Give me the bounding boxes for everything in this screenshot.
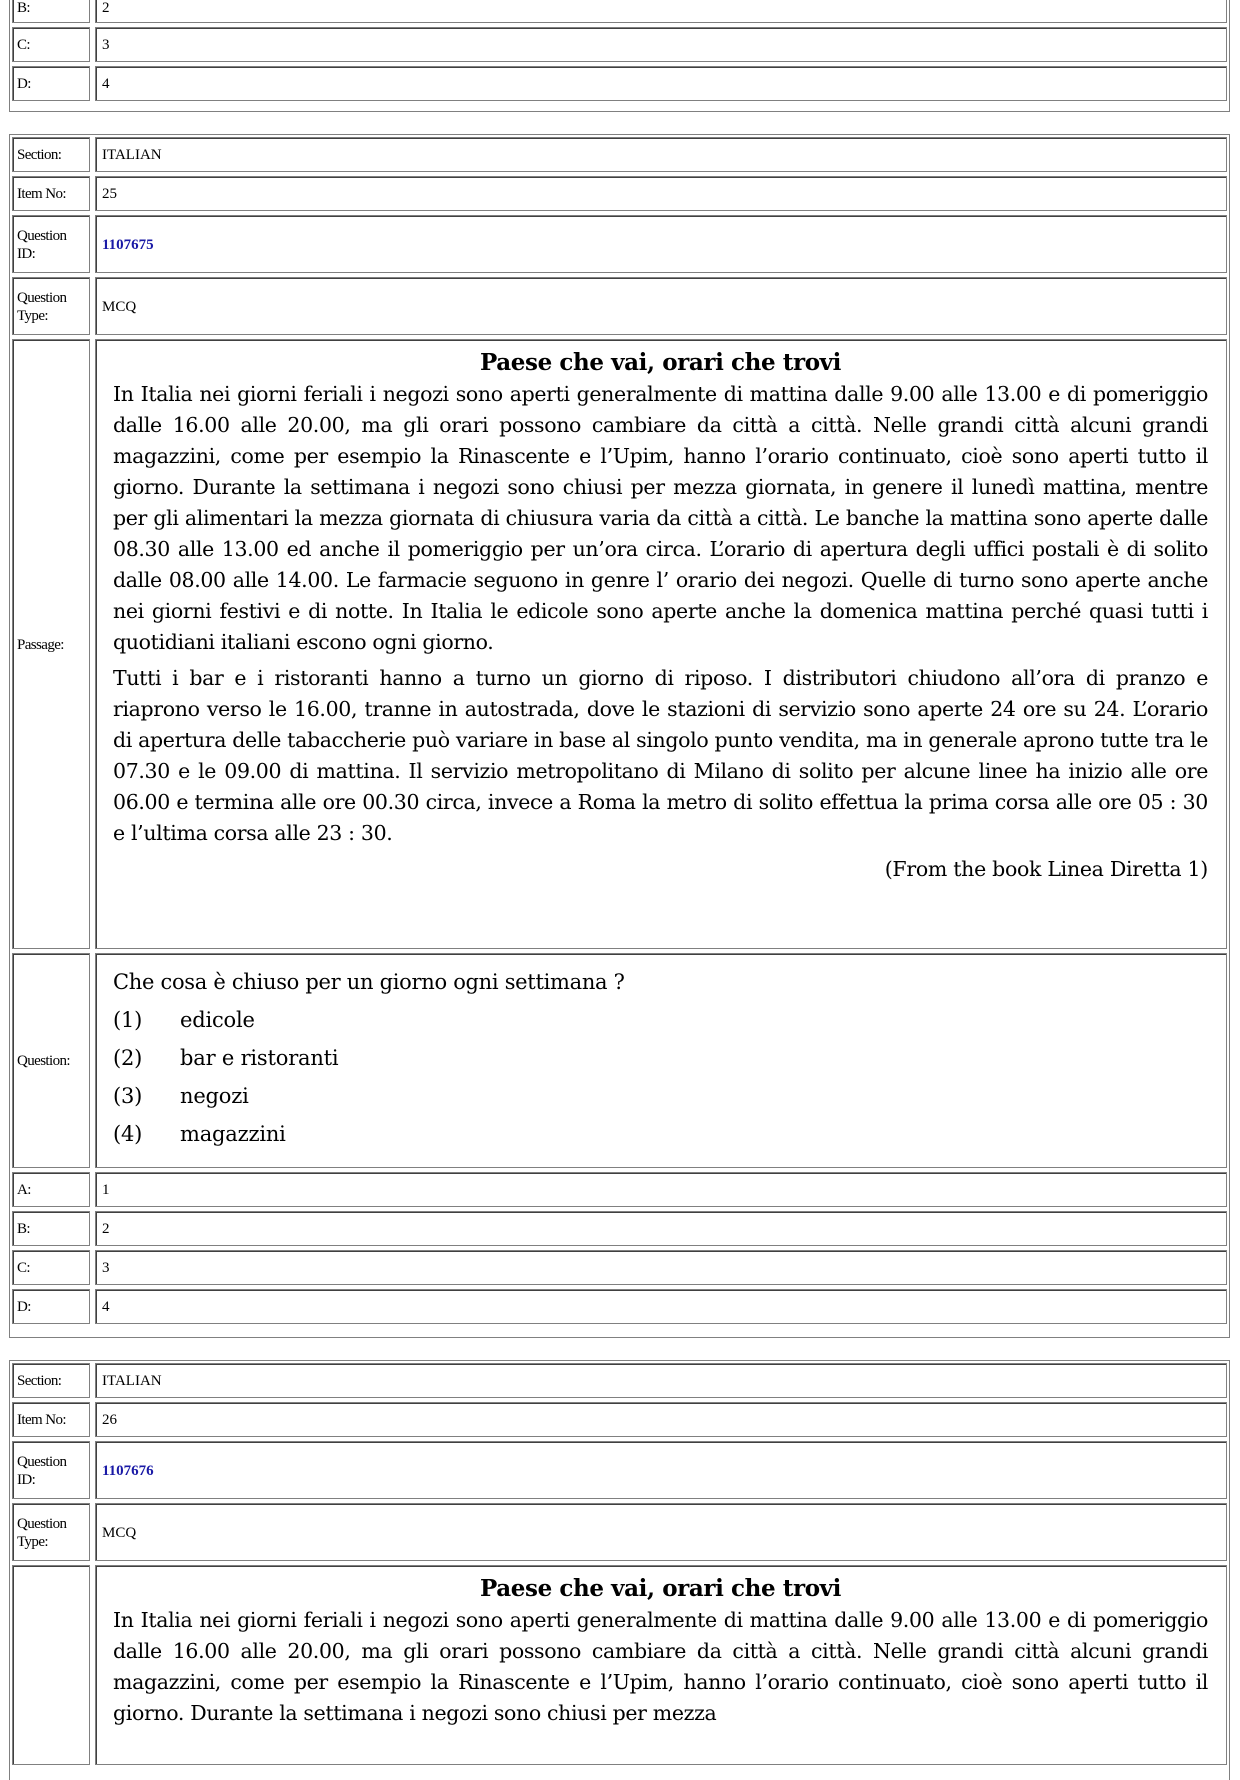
answer-row-c [12,27,1227,62]
question-item-26 [9,1360,1230,1780]
answer-value: 2 [95,0,1227,23]
item-no-label: Item No: [12,176,90,211]
answer-value: 4 [95,1289,1227,1324]
item-no-value: 25 [95,176,1227,211]
section-row [12,1363,1227,1398]
answer-label: D: [12,1289,90,1324]
item-no-row [12,176,1227,211]
question-label: Question: [12,953,90,1168]
question-type-value: MCQ [95,1503,1227,1561]
question-id-value: 1107676 [95,1441,1227,1499]
option-text: edicole [180,1008,255,1032]
option-number: (3) [113,1084,143,1108]
question-type-value: MCQ [95,277,1227,335]
question-id-row [12,1441,1227,1499]
option-number: (1) [113,1008,143,1032]
section-label: Section: [12,137,90,172]
question-content [95,953,1227,1168]
passage-row [12,1565,1227,1765]
previous-item-table [9,0,1230,112]
answer-value: 3 [95,27,1227,62]
question-row [12,953,1227,1168]
question-type-row [12,1503,1227,1561]
answer-label: C: [12,27,90,62]
question-type-label: Question Type: [12,1503,90,1561]
answer-row-d [12,1289,1227,1324]
answer-label: A: [12,1172,90,1207]
passage-row [12,339,1227,949]
question-id-value: 1107675 [95,215,1227,273]
question-id-row [12,215,1227,273]
option-2 [113,1042,1208,1074]
question-type-label: Question Type: [12,277,90,335]
answer-label: B: [12,1211,90,1246]
answer-label: D: [12,66,90,101]
option-4 [113,1118,1208,1150]
option-text: negozi [180,1084,249,1108]
question-type-row [12,277,1227,335]
passage-credit: (From the book Linea Diretta 1) [884,857,1208,881]
passage-title: Paese che vai, orari che trovi [480,349,841,376]
question-text: Che cosa è chiuso per un giorno ogni settimana ? [113,970,625,994]
passage-paragraph-1: In Italia nei giorni feriali i negozi sono aperti generalmente di mattina dalle 9.00 alle 13.00 e di pomeriggio dalle 16.00 alle 20.00, ma gli orari possono cambiare da città a città. Nelle grandi città alcuni grandi magazzini, come per esempio la Rinascente e l’Upim, hanno l’orario continuato, cioè sono aperti tutto il giorno. Durante la settimana i negozi sono chiusi per mezza [113,1608,1208,1725]
answer-row-a [12,1172,1227,1207]
question-id-label: Question ID: [12,215,90,273]
answer-label: B: [12,0,90,23]
passage-content [95,339,1227,949]
option-text: magazzini [180,1122,286,1146]
answer-row-b [12,1211,1227,1246]
answer-value: 4 [95,66,1227,101]
question-item-25 [9,134,1230,1338]
answer-value: 1 [95,1172,1227,1207]
passage-paragraph-1: In Italia nei giorni feriali i negozi sono aperti generalmente di mattina dalle 9.00 alle 13.00 e di pomeriggio dalle 16.00 alle 20.00, ma gli orari possono cambiare da città a città. Nelle grandi città alcuni grandi magazzini, come per esempio la Rinascente e l’Upim, hanno l’orario continuato, cioè sono aperti tutto il giorno. Durante la settimana i negozi sono chiusi per mezza giornata, in genere il lunedì mattina, mentre per gli alimentari la mezza giornata di chiusura varia da città a città. Le banche la mattina sono aperte dalle 08.30 alle 13.00 ed anche il pomeriggio per un’ora circa. L’orario di apertura degli uffici postali è di solito dalle 08.00 alle 14.00. Le farmacie seguono in genre l’ orario dei negozi. Quelle di turno sono aperte anche nei giorni festivi e di notte. In Italia le edicole sono aperte anche la domenica mattina perché quasi tutti i quotidiani italiani escono ogni giorno. [113,382,1208,654]
section-value: ITALIAN [95,137,1227,172]
option-3 [113,1080,1208,1112]
option-text: bar e ristoranti [180,1046,339,1070]
passage-label [12,1565,90,1765]
passage-content [95,1565,1227,1765]
item-no-value: 26 [95,1402,1227,1437]
item-no-row [12,1402,1227,1437]
passage-label: Passage: [12,339,90,949]
answer-row-d [12,66,1227,101]
answer-value: 2 [95,1211,1227,1246]
answer-label: C: [12,1250,90,1285]
passage-paragraph-2: Tutti i bar e i ristoranti hanno a turno un giorno di riposo. I distributori chiudono all’ora di pranzo e riaprono verso le 16.00, tranne in autostrada, dove le stazioni di servizio sono aperte 24 ore su 24. L’orario di apertura delle tabaccherie può variare in base al singolo punto vendita, ma in generale aprono tutte tra le 07.30 e le 09.00 di mattina. Il servizio metropolitano di Milano di solito per alcune linee ha inizio alle ore 06.00 e termina alle ore 00.30 circa, invece a Roma la metro di solito effettua la prima corsa alle ore 05 : 30 e l’ultima corsa alle 23 : 30. [113,666,1208,845]
answer-row-c [12,1250,1227,1285]
option-1 [113,1004,1208,1036]
answer-value: 3 [95,1250,1227,1285]
section-value: ITALIAN [95,1363,1227,1398]
section-row [12,137,1227,172]
option-number: (2) [113,1046,143,1070]
option-number: (4) [113,1122,143,1146]
section-label: Section: [12,1363,90,1398]
answer-row-b [12,0,1227,23]
question-id-label: Question ID: [12,1441,90,1499]
passage-title: Paese che vai, orari che trovi [480,1575,841,1602]
item-no-label: Item No: [12,1402,90,1437]
